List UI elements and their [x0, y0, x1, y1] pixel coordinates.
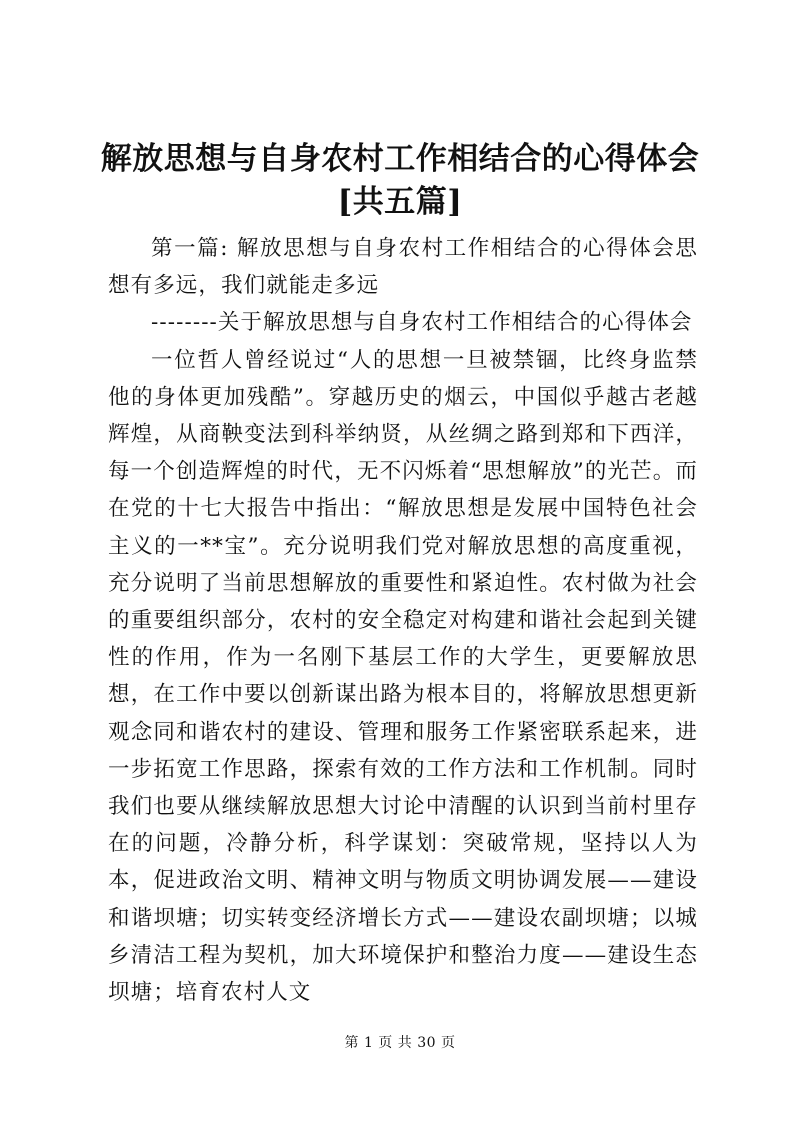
- paragraph: 第一篇: 解放思想与自身农村工作相结合的心得体会思想有多远，我们就能走多远: [108, 236, 698, 299]
- document-body: [108, 230, 698, 1011]
- title-line-2: [共五篇]: [337, 184, 463, 220]
- document-title: [100, 138, 700, 224]
- paragraph: 一位哲人曾经说过“人的思想一旦被禁锢，比终身监禁他的身体更加残酷”。穿越历史的烟云，中国似乎越古老越辉煌，从商鞅变法到科举纳贤，从丝绸之路到郑和下西洋，每一个创造辉煌的时代，无不闪烁着“思想解放”的光芒。而在党的十七大报告中指出：“解放思想是发展中国特色社会主义的一**宝”。充分说明我们党对解放思想的高度重视，充分说明了当前思想解放的重要性和紧迫性。农村做为社会的重要组织部分，农村的安全稳定对构建和谐社会起到关键性的作用，作为一名刚下基层工作的大学生，更要解放思想，在工作中要以创新谋出路为根本目的，将解放思想更新观念同和谐农村的建设、管理和服务工作紧密联系起来，进一步拓宽工作思路，探索有效的工作方法和工作机制。同时我们也要从继续解放思想大讨论中清醒的认识到当前村里存在的问题，冷静分析，科学谋划：突破常规，坚持以人为本，促进政治文明、精神文明与物质文明协调发展——建设和谐坝塘；切实转变经济增长方式——建设农副坝塘；以城乡清洁工程为契机，加大环境保护和整治力度——建设生态坝塘；培育农村人文: [108, 347, 698, 1006]
- page-footer: 第 1 页 共 30 页: [344, 1035, 456, 1051]
- title-line-1: 解放思想与自身农村工作相结合的心得体会: [100, 141, 700, 177]
- paragraph: --------关于解放思想与自身农村工作相结合的心得体会: [151, 310, 693, 336]
